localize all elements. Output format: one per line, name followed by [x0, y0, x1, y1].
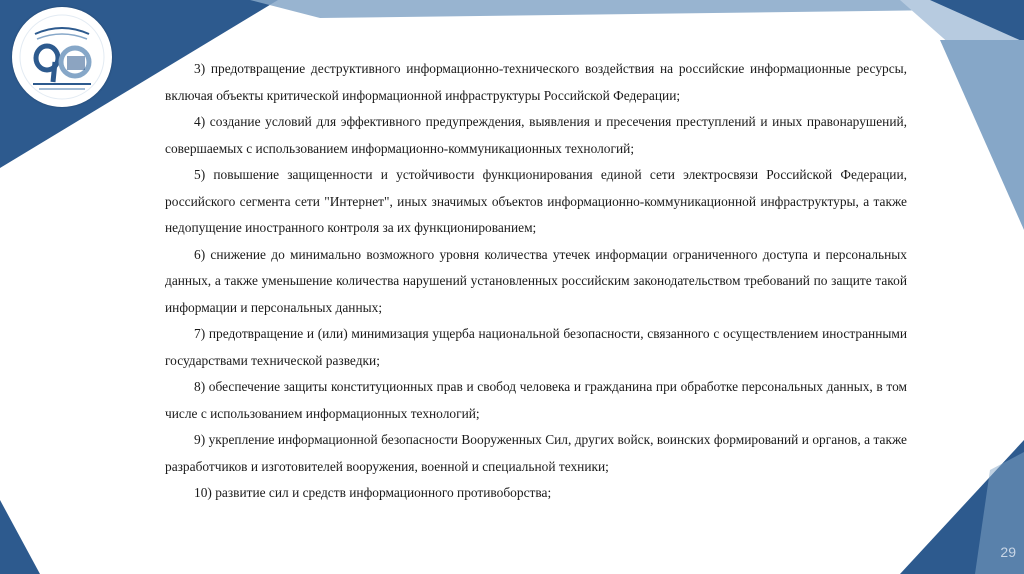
- document-body: [165, 56, 907, 507]
- paragraph-9: 9) укрепление информационной безопасности Вооруженных Сил, других войск, воинских формирований и органов, а также разработчиков и изготовителей вооружения, военной и специальной техники;: [165, 432, 907, 474]
- logo: [12, 7, 112, 107]
- paragraph-4: 4) создание условий для эффективного предупреждения, выявления и пресечения преступлений и иных правонарушений, совершаемых с использованием информационно-коммуникационных технологий;: [165, 114, 907, 156]
- page-number: 29: [1000, 544, 1016, 560]
- order-emblem-icon: [17, 12, 107, 102]
- paragraph-3: 3) предотвращение деструктивного информационно-технического воздействия на российские информационные ресурсы, включая объекты критической информационной инфраструктуры Российской Федерации;: [165, 61, 907, 103]
- paragraph-6: 6) снижение до минимально возможного уровня количества утечек информации ограниченного доступа и персональных данных, а также уменьшение количества нарушений установленных российским законодательством требований по защите такой информации и персональных данных;: [165, 246, 907, 315]
- paragraph-10: 10) развитие сил и средств информационного противоборства;: [194, 485, 552, 500]
- paragraph-7: 7) предотвращение и (или) минимизация ущерба национальной безопасности, связанного с осуществлением иностранными государствами технической разведки;: [165, 326, 907, 368]
- bottom-left-dark-band: [0, 500, 40, 574]
- right-light-band: [940, 40, 1024, 230]
- paragraph-5: 5) повышение защищенности и устойчивости функционирования единой сети электросвязи Российской Федерации, российского сегмента сети "Интернет", иных значимых объектов информационно-коммуникационной инфраструктуры, а также недопущение иностранного контроля за их функционированием;: [165, 167, 907, 235]
- top-band-light: [250, 0, 945, 18]
- paragraph-8: 8) обеспечение защиты конституционных прав и свобод человека и гражданина при обработке персональных данных, в том числе с использованием информационных технологий;: [165, 379, 907, 421]
